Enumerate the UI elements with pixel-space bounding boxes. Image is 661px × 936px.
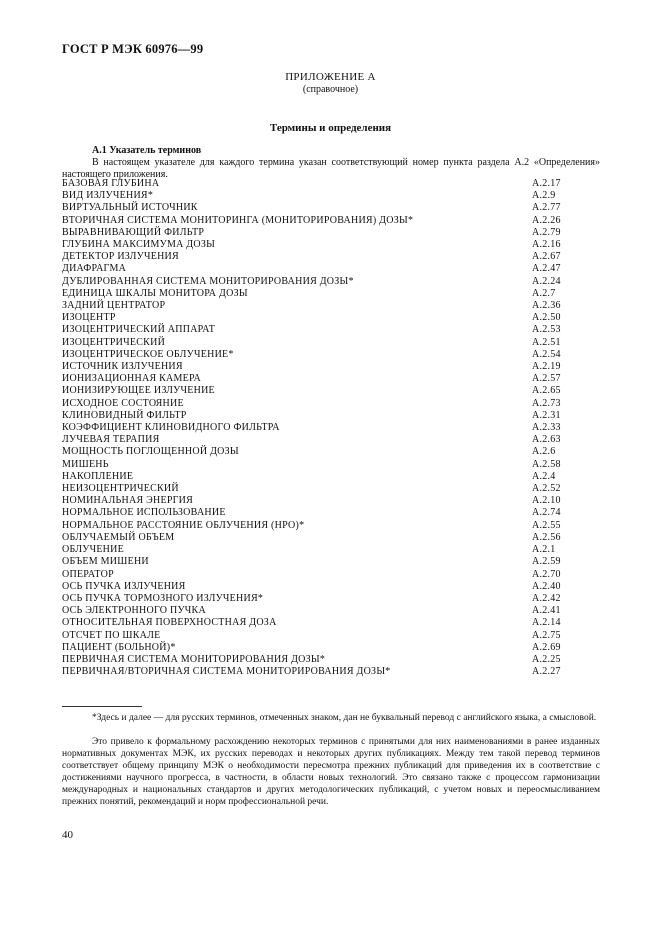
term-row (62, 263, 562, 275)
term-ref: А.2.16 (532, 239, 561, 251)
footnote-explanation: Это привело к формальному расхождению некоторых терминов с принятыми для них наименованиями в ранее изданных нормативных документах МЭК, их русских переводах и некоторых других публикациях. Между тем такой перевод терминов соответствует общему принципу МЭК о необходимости пересмотра прежних публикаций для приведения их в соответствие с достижениями научного прогресса, в частности, в области новых технологий. Это связано также с процессом гармонизации международных и национальных стандартов и других методологических публикаций, с учетом новых и переосмысливанием прежних понятий, рекомендаций и норм профессиональной речи. (62, 737, 600, 808)
term-row (62, 276, 562, 288)
term-row (62, 324, 562, 336)
term-name: ВЫРАВНИВАЮЩИЙ ФИЛЬТР (62, 226, 205, 238)
term-name: ОСЬ ПУЧКА ТОРМОЗНОГО ИЗЛУЧЕНИЯ* (62, 592, 264, 604)
term-name: НЕИЗОЦЕНТРИЧЕСКИЙ (62, 483, 179, 495)
term-ref: А.2.74 (532, 507, 561, 519)
section-title: Термины и определения (269, 122, 392, 134)
term-name: ЕДИНИЦА ШКАЛЫ МОНИТОРА ДОЗЫ (62, 287, 248, 299)
term-row (62, 312, 562, 324)
term-name: ДИАФРАГМА (62, 263, 127, 275)
term-ref: А.2.42 (532, 592, 561, 604)
term-ref: А.2.63 (532, 434, 561, 446)
term-row (62, 446, 562, 458)
term-row (62, 288, 562, 300)
term-ref: А.2.24 (532, 275, 561, 287)
terms-index (62, 178, 562, 678)
term-row (62, 642, 562, 654)
term-row (62, 410, 562, 422)
term-name: ОБЛУЧАЕМЫЙ ОБЪЕМ (62, 531, 175, 543)
term-ref: А.2.27 (532, 666, 561, 678)
term-name: ЛУЧЕВАЯ ТЕРАПИЯ (62, 434, 160, 446)
term-row (62, 337, 562, 349)
term-name: МИШЕНЬ (62, 458, 109, 470)
term-row (62, 532, 562, 544)
term-name: НАКОПЛЕНИЕ (62, 470, 134, 482)
term-row (62, 349, 562, 361)
term-ref: А.2.65 (532, 385, 561, 397)
term-ref: А.2.10 (532, 495, 561, 507)
term-row (62, 569, 562, 581)
term-row (62, 483, 562, 495)
appendix-subtitle: (справочное) (302, 84, 359, 95)
term-name: ОБЪЕМ МИШЕНИ (62, 556, 149, 568)
term-row (62, 666, 562, 678)
term-name: ОСЬ ЭЛЕКТРОННОГО ПУЧКА (62, 605, 206, 617)
term-ref: А.2.17 (532, 178, 561, 189)
term-name: ПАЦИЕНТ (БОЛЬНОЙ)* (62, 641, 176, 653)
term-ref: А.2.41 (532, 605, 561, 617)
term-row (62, 593, 562, 605)
term-row (62, 215, 562, 227)
term-row (62, 361, 562, 373)
term-ref: А.2.14 (532, 617, 561, 629)
subsection-title: А.1 Указатель терминов (92, 145, 202, 156)
term-ref: А.2.59 (532, 556, 561, 568)
term-row (62, 239, 562, 251)
term-name: ПЕРВИЧНАЯ СИСТЕМА МОНИТОРИРОВАНИЯ ДОЗЫ* (62, 653, 326, 665)
term-name: ВТОРИЧНАЯ СИСТЕМА МОНИТОРИНГА (МОНИТОРИРОВАНИЯ) ДОЗЫ* (62, 214, 414, 226)
term-name: МОЩНОСТЬ ПОГЛОЩЕННОЙ ДОЗЫ (62, 446, 239, 458)
term-ref: А.2.31 (532, 409, 561, 421)
term-row (62, 373, 562, 385)
term-ref: А.2.7 (532, 287, 556, 299)
term-name: ОПЕРАТОР (62, 568, 114, 580)
term-name: ОТСЧЕТ ПО ШКАЛЕ (62, 629, 161, 641)
term-name: ОСЬ ПУЧКА ИЗЛУЧЕНИЯ (62, 580, 186, 592)
term-name: ИСТОЧНИК ИЗЛУЧЕНИЯ (62, 361, 183, 373)
appendix-title: ПРИЛОЖЕНИЕ А (285, 71, 376, 83)
term-ref: А.2.6 (532, 446, 556, 458)
term-row (62, 495, 562, 507)
term-row (62, 520, 562, 532)
term-row (62, 630, 562, 642)
term-name: НОМИНАЛЬНАЯ ЭНЕРГИЯ (62, 495, 194, 507)
term-row (62, 556, 562, 568)
term-ref: А.2.56 (532, 531, 561, 543)
standard-header: ГОСТ Р МЭК 60976—99 (62, 42, 204, 56)
term-ref: А.2.26 (532, 214, 561, 226)
term-ref: А.2.54 (532, 348, 561, 360)
term-ref: А.2.40 (532, 580, 561, 592)
term-ref: А.2.50 (532, 312, 561, 324)
term-row (62, 251, 562, 263)
term-name: ИСХОДНОЕ СОСТОЯНИЕ (62, 397, 184, 409)
term-ref: А.2.47 (532, 263, 561, 275)
term-name: ГЛУБИНА МАКСИМУМА ДОЗЫ (62, 239, 216, 251)
term-name: НОРМАЛЬНОЕ РАССТОЯНИЕ ОБЛУЧЕНИЯ (НРО)* (62, 519, 305, 531)
term-row (62, 227, 562, 239)
term-name: ДЕТЕКТОР ИЗЛУЧЕНИЯ (62, 251, 179, 263)
term-name: ИОНИЗИРУЮЩЕЕ ИЗЛУЧЕНИЕ (62, 385, 215, 397)
term-name: ИЗОЦЕНТР (62, 312, 116, 324)
term-ref: А.2.57 (532, 373, 561, 385)
term-name: ВИД ИЗЛУЧЕНИЯ* (62, 190, 154, 202)
page-number: 40 (62, 829, 73, 841)
term-ref: А.2.79 (532, 226, 561, 238)
term-ref: А.2.55 (532, 519, 561, 531)
term-row (62, 190, 562, 202)
term-name: ИЗОЦЕНТРИЧЕСКИЙ АППАРАТ (62, 324, 216, 336)
term-name: ОБЛУЧЕНИЕ (62, 544, 124, 556)
term-row (62, 385, 562, 397)
term-row (62, 544, 562, 556)
term-name: НОРМАЛЬНОЕ ИСПОЛЬЗОВАНИЕ (62, 507, 226, 519)
term-row (62, 654, 562, 666)
term-name: ИЗОЦЕНТРИЧЕСКОЕ ОБЛУЧЕНИЕ* (62, 348, 234, 360)
term-ref: А.2.33 (532, 422, 561, 434)
term-ref: А.2.19 (532, 361, 561, 373)
term-row (62, 398, 562, 410)
term-name: КОЭФФИЦИЕНТ КЛИНОВИДНОГО ФИЛЬТРА (62, 422, 280, 434)
term-ref: А.2.51 (532, 336, 561, 348)
term-name: ЗАДНИЙ ЦЕНТРАТОР (62, 300, 166, 312)
term-row (62, 507, 562, 519)
term-name: ВИРТУАЛЬНЫЙ ИСТОЧНИК (62, 202, 198, 214)
term-name: ДУБЛИРОВАННАЯ СИСТЕМА МОНИТОРИРОВАНИЯ ДОЗЫ* (62, 275, 354, 287)
term-row (62, 581, 562, 593)
term-name: ИЗОЦЕНТРИЧЕСКИЙ (62, 336, 166, 348)
term-ref: А.2.4 (532, 470, 556, 482)
term-ref: А.2.73 (532, 397, 561, 409)
term-ref: А.2.75 (532, 629, 561, 641)
term-ref: А.2.25 (532, 653, 561, 665)
term-ref: А.2.67 (532, 251, 561, 263)
term-ref: А.2.1 (532, 544, 556, 556)
term-row (62, 459, 562, 471)
term-row (62, 471, 562, 483)
term-ref: А.2.53 (532, 324, 561, 336)
term-ref: А.2.70 (532, 568, 561, 580)
term-ref: А.2.9 (532, 190, 556, 202)
term-row (62, 605, 562, 617)
footnote-asterisk: *Здесь и далее — для русских терминов, отмеченных знаком, дан не буквальный перевод с английского языка, а смысловой. (92, 713, 597, 723)
term-name: БАЗОВАЯ ГЛУБИНА (62, 178, 160, 189)
term-ref: А.2.36 (532, 300, 561, 312)
term-ref: А.2.77 (532, 202, 561, 214)
term-row (62, 300, 562, 312)
intro-paragraph: В настоящем указателе для каждого термина указан соответствующий номер пункта раздела А.2 «Определения» настоящего приложения. (62, 157, 600, 180)
footnote-divider (62, 706, 142, 707)
term-row (62, 617, 562, 629)
term-name: ИОНИЗАЦИОННАЯ КАМЕРА (62, 373, 202, 385)
term-name: КЛИНОВИДНЫЙ ФИЛЬТР (62, 409, 187, 421)
term-name: ПЕРВИЧНАЯ/ВТОРИЧНАЯ СИСТЕМА МОНИТОРИРОВАНИЯ ДОЗЫ* (62, 666, 391, 678)
term-row (62, 422, 562, 434)
term-ref: А.2.69 (532, 641, 561, 653)
term-ref: А.2.58 (532, 458, 561, 470)
term-name: ОТНОСИТЕЛЬНАЯ ПОВЕРХНОСТНАЯ ДОЗА (62, 617, 277, 629)
term-row (62, 178, 562, 190)
term-ref: А.2.52 (532, 483, 561, 495)
term-row (62, 202, 562, 214)
term-row (62, 434, 562, 446)
